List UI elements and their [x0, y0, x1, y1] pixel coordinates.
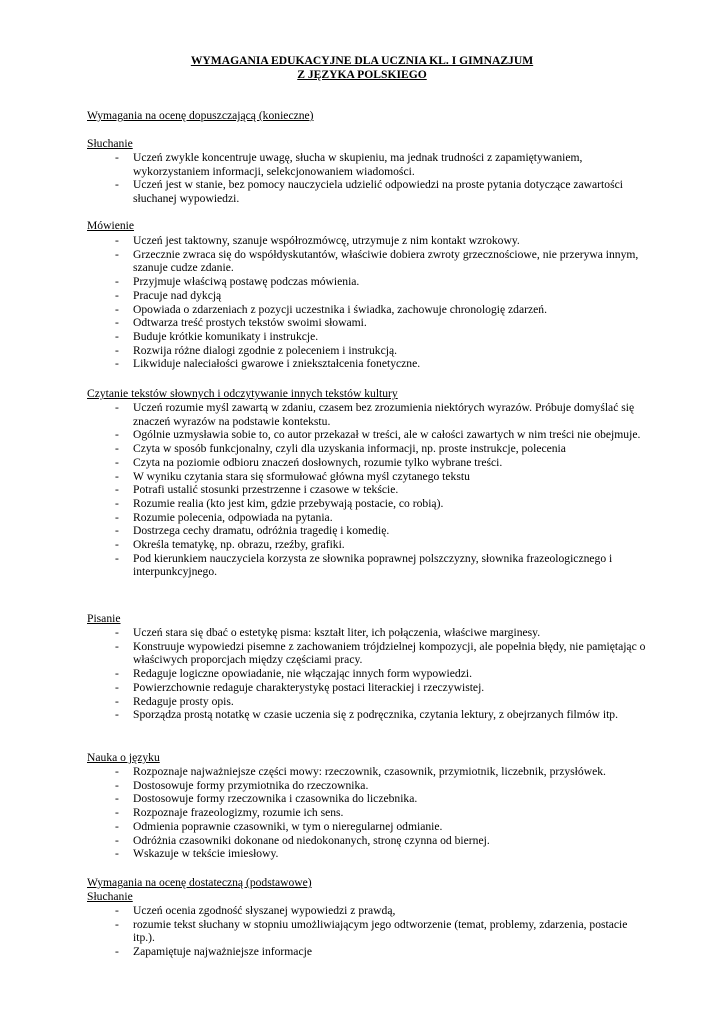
list-item: - Dostrzega cechy dramatu, odróżnia tragedię i komedię.: [87, 524, 647, 538]
list-pisanie: [87, 626, 647, 722]
subheading-pisanie: Pisanie: [87, 612, 121, 625]
list-item: - Rozumie polecenia, odpowiada na pytania.: [87, 511, 647, 525]
list-item: - Konstruuje wypowiedzi pisemne z zachowaniem trójdzielnej kompozycji, ale popełnia błędy, nie pamiętając o właściwych proporcjach między częściami pracy.: [87, 640, 647, 667]
list-item: - Uczeń rozumie myśl zawartą w zdaniu, czasem bez zrozumienia niektórych wyrazów. Próbuje domyślać się znaczeń wyrazów na podstawie kontekstu.: [87, 401, 647, 428]
list-item: - Sporządza prostą notatkę w czasie uczenia się z podręcznika, czytania lektury, z obejrzanych filmów itp.: [87, 708, 647, 722]
list-item: - Uczeń jest w stanie, bez pomocy nauczyciela udzielić odpowiedzi na proste pytania dotyczące zawartości słuchanej wypowiedzi.: [87, 178, 647, 205]
list-item: - Uczeń ocenia zgodność słyszanej wypowiedzi z prawdą,: [87, 904, 647, 918]
list-item: - Określa tematykę, np. obrazu, rzeźby, grafiki.: [87, 538, 647, 552]
list-item: - Uczeń stara się dbać o estetykę pisma: kształt liter, ich połączenia, właściwe marginesy.: [87, 626, 647, 640]
list-item: - Ogólnie uzmysławia sobie to, co autor przekazał w treści, ale w całości zawartych w nim treści nie obejmuje.: [87, 428, 647, 442]
list-sluchanie: [87, 151, 647, 206]
subheading-sluchanie: Słuchanie: [87, 137, 133, 150]
list-mowienie: [87, 234, 647, 371]
subheading-nauka-o-jezyku: Nauka o języku: [87, 751, 160, 764]
list-item: - Redaguje logiczne opowiadanie, nie włączając innych form wypowiedzi.: [87, 667, 647, 681]
document-title-line-1: WYMAGANIA EDUKACYJNE DLA UCZNIA KL. I GIMNAZJUM: [190, 54, 534, 67]
list-item: - Rozwija różne dialogi zgodnie z poleceniem i instrukcją.: [87, 344, 647, 358]
list-item: - Odmienia poprawnie czasowniki, w tym o nieregularnej odmianie.: [87, 820, 647, 834]
list-item: - Rozpoznaje frazeologizmy, rozumie ich sens.: [87, 806, 647, 820]
list-item: - Odtwarza treść prostych tekstów swoimi słowami.: [87, 316, 647, 330]
list-item: - Dostosowuje formy przymiotnika do rzeczownika.: [87, 779, 647, 793]
list-item: - Powierzchownie redaguje charakterystykę postaci literackiej i rzeczywistej.: [87, 681, 647, 695]
list-item: - Przyjmuje właściwą postawę podczas mówienia.: [87, 275, 647, 289]
list-item: - Pracuje nad dykcją: [87, 289, 647, 303]
list-item: - Rozumie realia (kto jest kim, gdzie przebywają postacie, co robią).: [87, 497, 647, 511]
list-item: - Opowiada o zdarzeniach z pozycji uczestnika i świadka, zachowuje chronologię zdarzeń.: [87, 303, 647, 317]
document-title-line-2: Z JĘZYKA POLSKIEGO: [297, 68, 427, 81]
list-nauka-o-jezyku: [87, 765, 647, 861]
list-item: - rozumie tekst słuchany w stopniu umożliwiającym jego odtworzenie (temat, problemy, zdarzenia, postacie itp.).: [87, 918, 647, 945]
list-item: - Uczeń zwykle koncentruje uwagę, słucha w skupieniu, ma jednak trudności z zapamiętywaniem, wykorzystaniem informacji, selekcjonowaniem wiadomości.: [87, 151, 647, 178]
subheading-czytanie: Czytanie tekstów słownych i odczytywanie innych tekstów kultury: [87, 387, 398, 400]
list-item: - Czyta na poziomie odbioru znaczeń dosłownych, rozumie tylko wybrane treści.: [87, 456, 647, 470]
list-item: - Buduje krótkie komunikaty i instrukcje.: [87, 330, 647, 344]
subheading-mowienie: Mówienie: [87, 219, 135, 232]
list-item: - Dostosowuje formy rzeczownika i czasownika do liczebnika.: [87, 792, 647, 806]
list-sluchanie-dostateczna: [87, 904, 647, 959]
list-item: - Pod kierunkiem nauczyciela korzysta ze słownika poprawnej polszczyzny, słownika frazeologicznego i interpunkcyjnego.: [87, 552, 647, 579]
list-item: - Grzecznie zwraca się do współdyskutantów, właściwie dobiera zwroty grzecznościowe, nie przerywa innym, szanuje cudze zdanie.: [87, 248, 647, 275]
list-czytanie: [87, 401, 647, 579]
subheading-sluchanie-dostateczna: Słuchanie: [87, 890, 133, 903]
list-item: - Likwiduje naleciałości gwarowe i zniekształcenia fonetyczne.: [87, 357, 647, 371]
list-item: - Potrafi ustalić stosunki przestrzenne i czasowe w tekście.: [87, 483, 647, 497]
list-item: - Uczeń jest taktowny, szanuje współrozmówcę, utrzymuje z nim kontakt wzrokowy.: [87, 234, 647, 248]
section-heading-dopuszczajaca: Wymagania na ocenę dopuszczającą (konieczne): [87, 109, 314, 122]
list-item: - Wskazuje w tekście imiesłowy.: [87, 847, 647, 861]
list-item: - Odróżnia czasowniki dokonane od niedokonanych, stronę czynna od biernej.: [87, 834, 647, 848]
section-heading-dostateczna: Wymagania na ocenę dostateczną (podstawowe): [87, 876, 312, 889]
list-item: - Zapamiętuje najważniejsze informacje: [87, 945, 647, 959]
list-item: - Czyta w sposób funkcjonalny, czyli dla uzyskania informacji, np. proste instrukcje, polecenia: [87, 442, 647, 456]
list-item: - Rozpoznaje najważniejsze części mowy: rzeczownik, czasownik, przymiotnik, liczebnik, przysłówek.: [87, 765, 647, 779]
list-item: - Redaguje prosty opis.: [87, 695, 647, 709]
list-item: - W wyniku czytania stara się sformułować główna myśl czytanego tekstu: [87, 470, 647, 484]
